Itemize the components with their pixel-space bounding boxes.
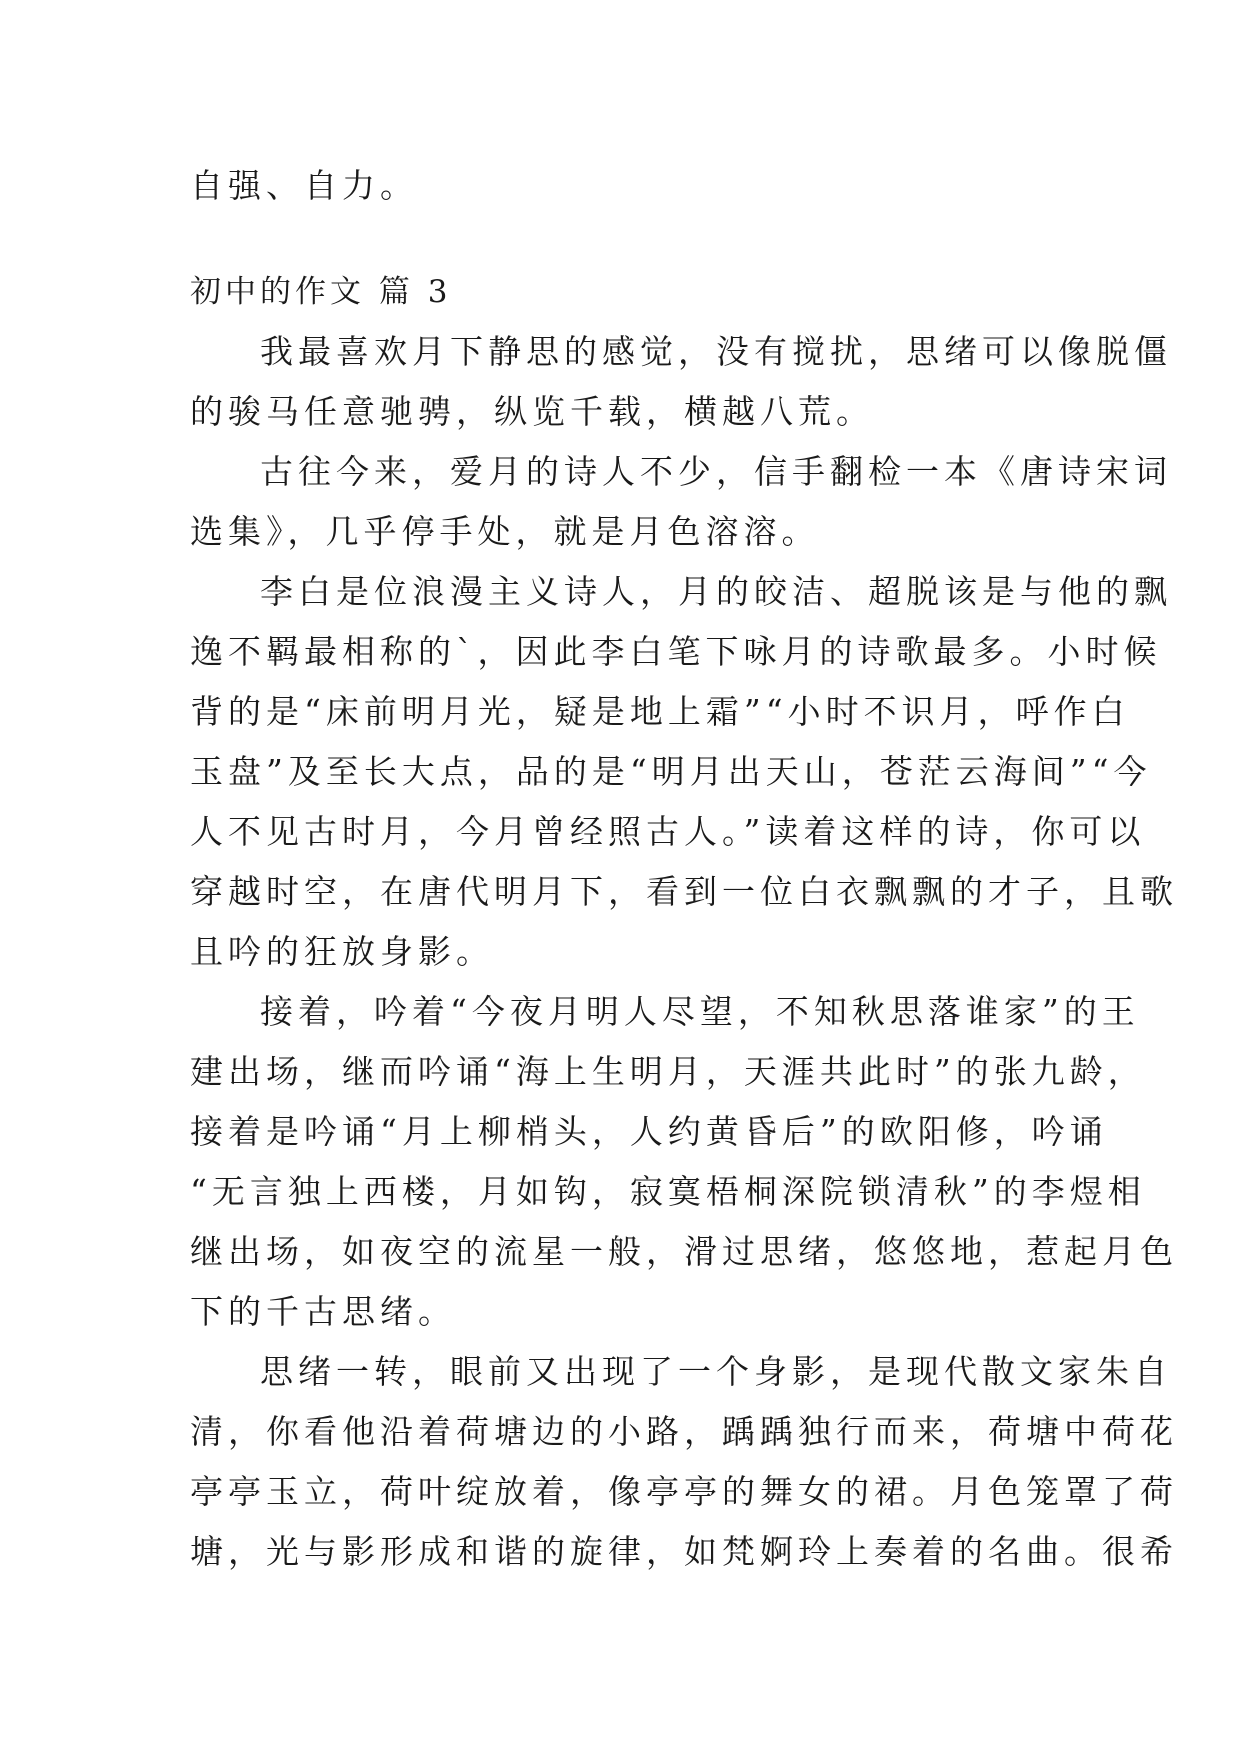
paragraph <box>190 982 1178 1342</box>
document-body <box>190 156 1178 1582</box>
paragraph-line: 清，你看他沿着荷塘边的小路，踽踽独行而来，荷塘中荷花 <box>190 1412 1178 1451</box>
lead-line: 自强、自力。 <box>190 166 418 205</box>
paragraph <box>190 562 1178 982</box>
paragraph-line: 继出场，如夜空的流星一般，滑过思绪，悠悠地，惹起月色 <box>190 1232 1178 1271</box>
paragraph-line: 且吟的狂放身影。 <box>190 932 494 971</box>
paragraph <box>190 322 1172 442</box>
paragraph-line: 古往今来，爱月的诗人不少，信手翻检一本《唐诗宋词 <box>260 452 1172 491</box>
paragraph-line: 选集》，几乎停手处，就是月色溶溶。 <box>190 512 820 551</box>
paragraph-line: 亭亭玉立，荷叶绽放着，像亭亭的舞女的裙。月色笼罩了荷 <box>190 1472 1178 1511</box>
paragraph <box>190 1342 1178 1582</box>
paragraph-line: 建出场，继而吟诵“海上生明月，天涯共此时”的张九龄， <box>190 1052 1146 1091</box>
paragraph-line: 逸不羁最相称的`，因此李白笔下咏月的诗歌最多。小时候 <box>190 632 1162 671</box>
paragraph-line: 人不见古时月，今月曾经照古人。”读着这样的诗，你可以 <box>190 812 1146 851</box>
paragraph-line: 塘，光与影形成和谐的旋律，如梵婀玲上奏着的名曲。很希 <box>190 1532 1178 1571</box>
paragraph-line: 我最喜欢月下静思的感觉，没有搅扰，思绪可以像脱僵 <box>260 332 1172 371</box>
paragraph-line: 玉盘”及至长大点，品的是“明月出天山，苍茫云海间”“今 <box>190 752 1152 791</box>
essay-title: 初中的作文 篇 3 <box>190 274 452 310</box>
paragraph-line: 思绪一转，眼前又出现了一个身影，是现代散文家朱自 <box>260 1352 1172 1391</box>
paragraph-line: 接着，吟着“今夜月明人尽望，不知秋思落谁家”的王 <box>260 992 1140 1031</box>
paragraph-line: “无言独上西楼，月如钩，寂寞梧桐深院锁清秋”的李煜相 <box>190 1172 1146 1211</box>
paragraph-line: 穿越时空，在唐代明月下，看到一位白衣飘飘的才子，且歌 <box>190 872 1178 911</box>
paragraph-line: 接着是吟诵“月上柳梢头，人约黄昏后”的欧阳修，吟诵 <box>190 1112 1108 1151</box>
paragraph-line: 背的是“床前明月光，疑是地上霜”“小时不识月，呼作白 <box>190 692 1130 731</box>
paragraph-line: 的骏马任意驰骋，纵览千载，横越八荒。 <box>190 392 874 431</box>
paragraph <box>190 442 1172 562</box>
paragraph-line: 下的千古思绪。 <box>190 1292 456 1331</box>
paragraph-line: 李白是位浪漫主义诗人，月的皎洁、超脱该是与他的飘 <box>260 572 1172 611</box>
